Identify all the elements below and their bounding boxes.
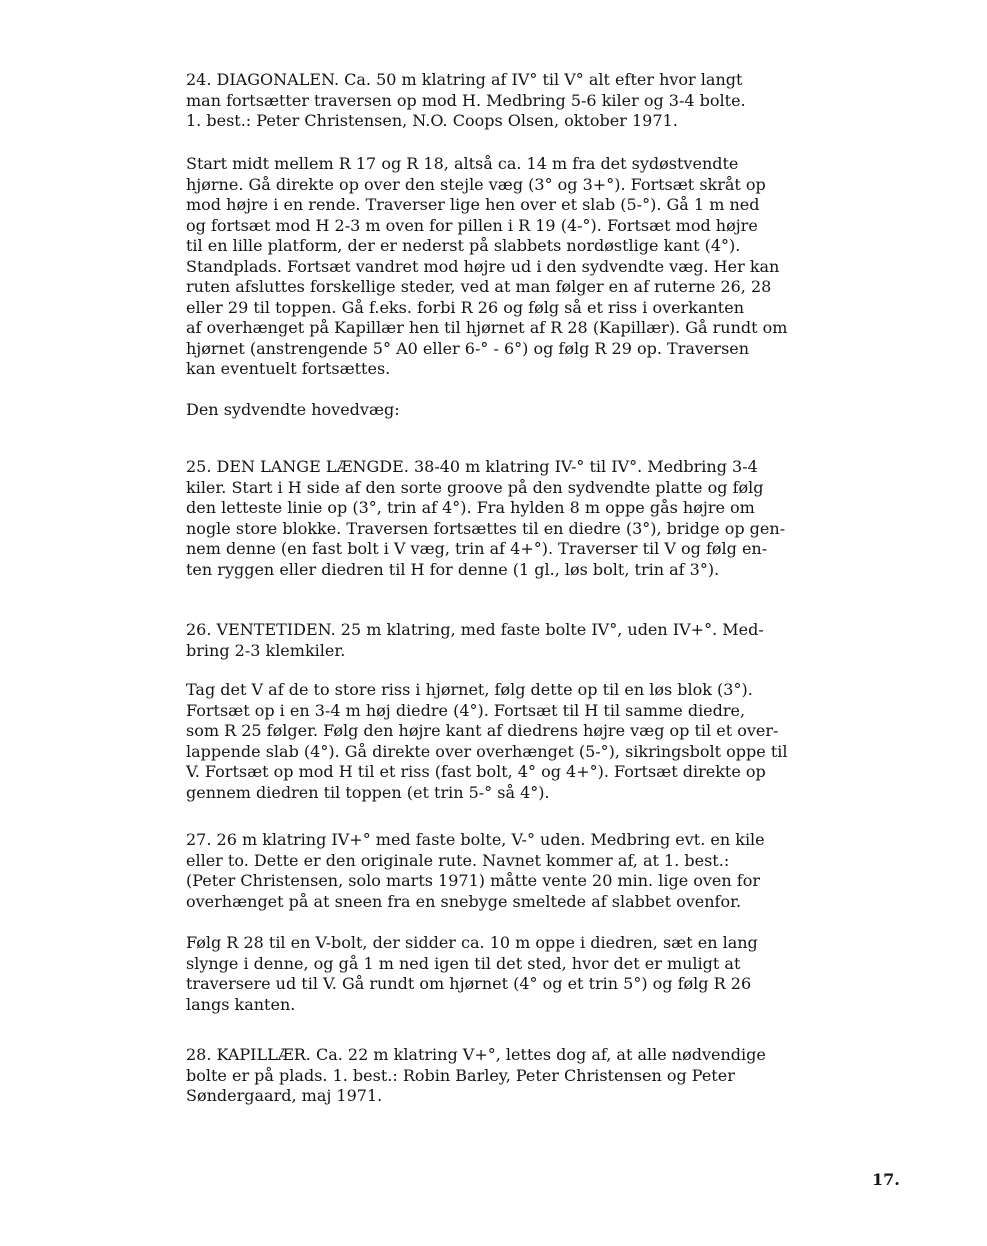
route-24-description: Start midt mellem R 17 og R 18, altså ca. 14 m fra det sydøstvendte hjørne. Gå direkte op over den stejle væg (3° og 3+°). Fortsæt skråt op mod højre i en rende. Traverser lige hen over et slab (5-°). Gå 1 m ned og fortsæt mod H 2-3 m oven for pillen i R 19 (4-°). Fortsæt mod højre til en lille platform, der er nederst på slabbets nordøstlige kant (4°). Standplads. Fortsæt vandret mod højre ud i den sydvendte væg. Her kan ruten afsluttes forskellige steder, ved at man følger en af ruterne 26, 28 eller 29 til toppen. Gå f.eks. forbi R 26 og følg så et riss i overkanten af overhænget på Kapillær hen til hjørnet af R 28 (Kapillær). Gå rundt om hjørnet (anstrengende 5° A0 eller 6-° - 6°) og følg R 29 op. Traversen kan eventuelt fortsættes. [186,154,788,378]
route-26-description: Tag det V af de to store riss i hjørnet, følg dette op til en løs blok (3°). Fortsæt op i en 3-4 m høj diedre (4°). Fortsæt til H til samme diedre, som R 25 følger. Følg den højre kant af diedrens højre væg op til et over- lappende slab (4°). Gå direkte over overhænget (5-°), sikringsbolt oppe til V. Fortsæt op mod H til et riss (fast bolt, 4° og 4+°). Fortsæt direkte op gennem diedren til toppen (et trin 5-° så 4°). [186,680,788,802]
route-27-header: 27. 26 m klatring IV+° med faste bolte, V-° uden. Medbring evt. en kile eller to. Dette er den originale rute. Navnet kommer af, at 1. best.: (Peter Christensen, solo marts 1971) måtte vente 20 min. lige oven for overhænget på at sneen fra en snebyge smeltede af slabbet ovenfor. [186,830,765,911]
route-25-description: 25. DEN LANGE LÆNGDE. 38-40 m klatring IV-° til IV°. Medbring 3-4 kiler. Start i H side af den sorte groove på den sydvendte platte og følg den letteste linie op (3°, trin af 4°). Fra hylden 8 m oppe gås højre om nogle store blokke. Traversen fortsættes til en diedre (3°), bridge op gen- nem denne (en fast bolt i V væg, trin af 4+°). Traverser til V og følg en- ten ryggen eller diedren til H for denne (1 gl., løs bolt, trin af 3°). [186,457,786,579]
section-heading: Den sydvendte hovedvæg: [186,400,400,419]
route-27-description: Følg R 28 til en V-bolt, der sidder ca. 10 m oppe i diedren, sæt en lang slynge i denne, og gå 1 m ned igen til det sted, hvor det er muligt at traversere ud til V. Gå rundt om hjørnet (4° og et trin 5°) og følg R 26 langs kanten. [186,933,758,1014]
route-24-header: 24. DIAGONALEN. Ca. 50 m klatring af IV° til V° alt efter hvor langt man fortsætter traversen op mod H. Medbring 5-6 kiler og 3-4 bolte. 1. best.: Peter Christensen, N.O. Coops Olsen, oktober 1971. [186,70,746,130]
route-28-header: 28. KAPILLÆR. Ca. 22 m klatring V+°, lettes dog af, at alle nødvendige bolte er på plads. 1. best.: Robin Barley, Peter Christensen og Peter Søndergaard, maj 1971. [186,1045,766,1105]
page-number: 17. [872,1170,900,1189]
route-26-header: 26. VENTETIDEN. 25 m klatring, med faste bolte IV°, uden IV+°. Med- bring 2-3 klemkiler. [186,620,764,660]
